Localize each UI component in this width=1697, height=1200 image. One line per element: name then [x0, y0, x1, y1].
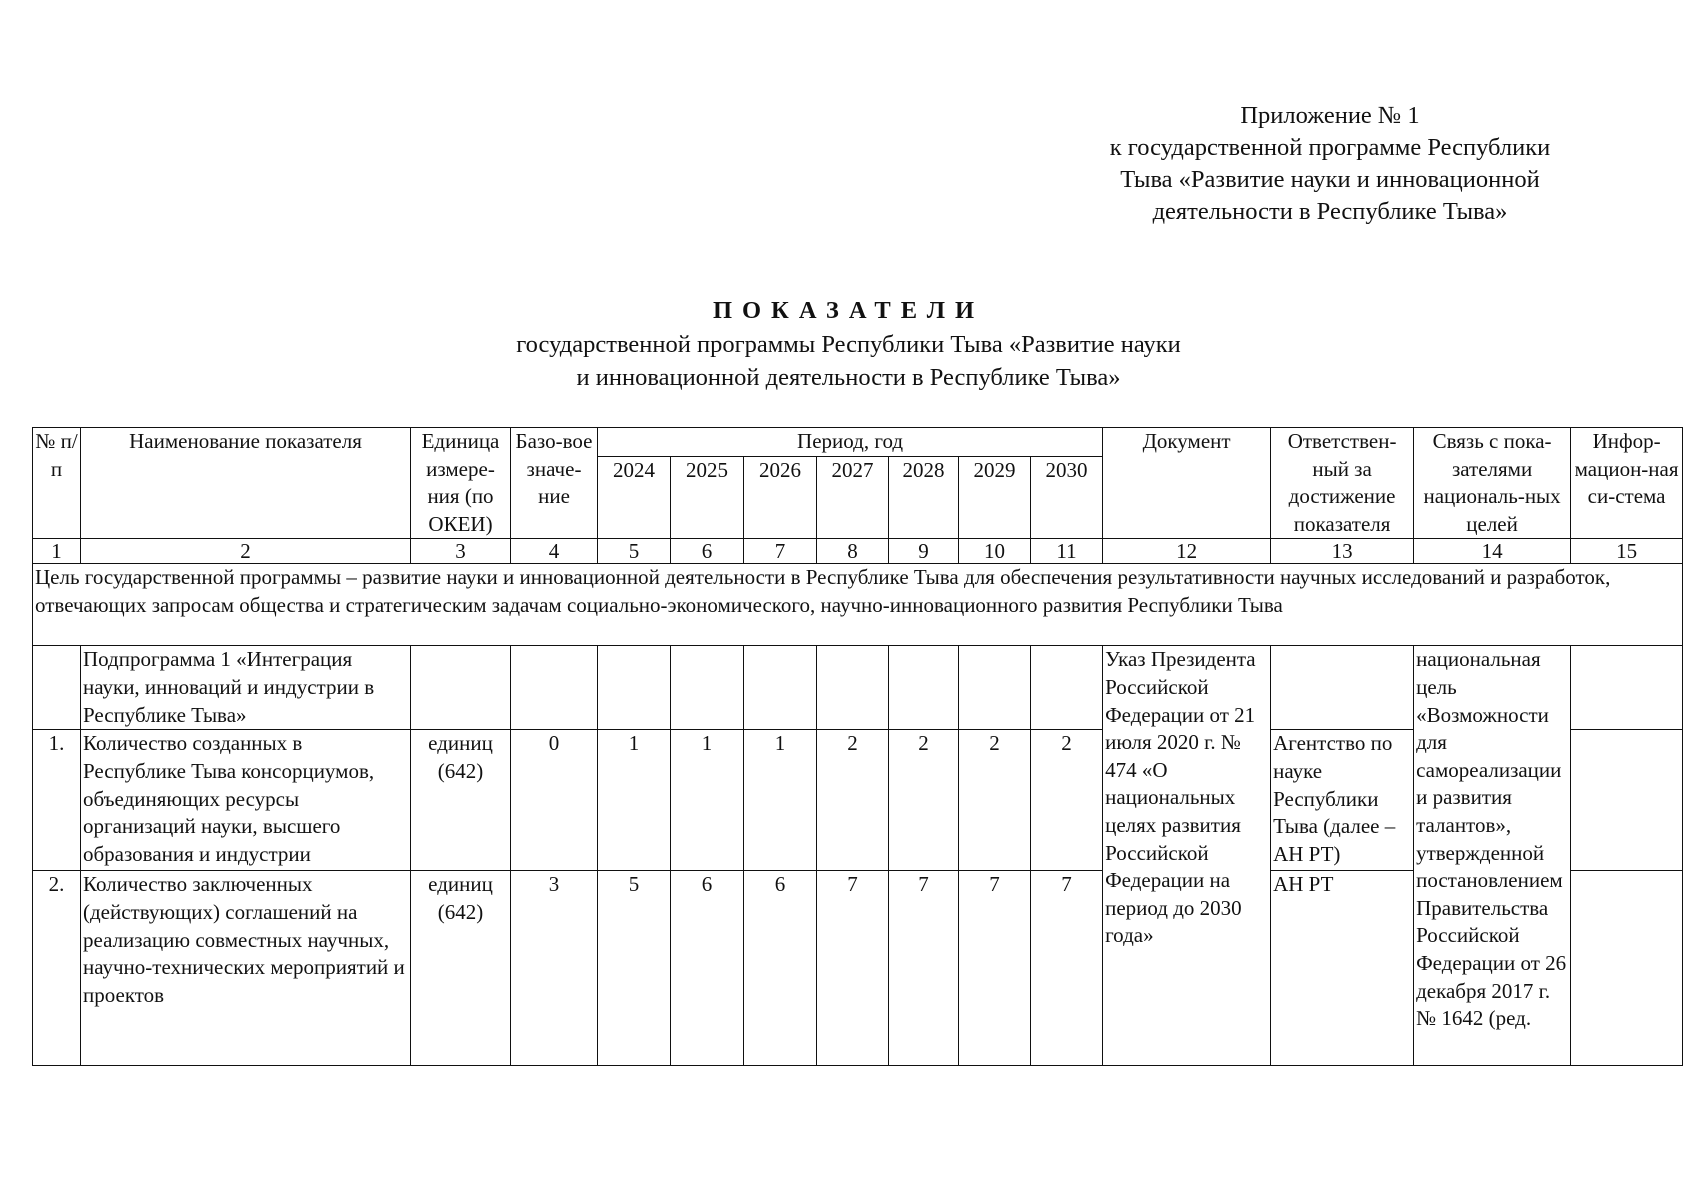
row-value: 7	[959, 871, 1031, 1066]
header-link: Связь с пока-зателями националь-ных целей	[1414, 428, 1571, 539]
row-value: 1	[671, 730, 744, 871]
empty-cell	[744, 646, 817, 730]
row-base: 0	[511, 730, 598, 871]
column-number: 13	[1271, 539, 1414, 564]
header-year: 2026	[744, 456, 817, 539]
empty-cell	[411, 646, 511, 730]
empty-cell	[889, 646, 959, 730]
header-base: Базо-вое значе-ние	[511, 428, 598, 539]
header-year: 2029	[959, 456, 1031, 539]
indicators-table	[32, 427, 1683, 1066]
row-base: 3	[511, 871, 598, 1066]
row-value: 2	[889, 730, 959, 871]
header-document: Документ	[1103, 428, 1271, 539]
empty-cell	[1031, 646, 1103, 730]
column-number: 14	[1414, 539, 1571, 564]
header-responsible: Ответствен-ный за достижение показателя	[1271, 428, 1414, 539]
empty-cell	[1571, 646, 1683, 730]
row-name: Количество заключенных (действующих) соглашений на реализацию совместных научных, научно-технических мероприятий и проектов	[81, 871, 411, 1066]
row-value: 1	[598, 730, 671, 871]
appendix-line: Тыва «Развитие науки и инновационной	[1120, 166, 1540, 193]
column-number: 11	[1031, 539, 1103, 564]
empty-cell	[598, 646, 671, 730]
empty-cell	[1271, 646, 1414, 730]
column-number: 15	[1571, 539, 1683, 564]
column-number: 8	[817, 539, 889, 564]
row-value: 2	[817, 730, 889, 871]
row-num: 1.	[33, 730, 81, 871]
header-name: Наименование показателя	[81, 428, 411, 539]
program-goal: Цель государственной программы – развитие науки и инновационной деятельности в Республике Тыва для обеспечения результативности научных исследований и разработок, отвечающих запросам общества и стратегическим задачам социально-экономического, научно-инновационного развития Республики Тыва	[33, 564, 1683, 646]
empty-cell	[1571, 871, 1683, 1066]
row-num: 2.	[33, 871, 81, 1066]
national-goal-link-cell: национальная цель «Возможности для самореализации и развития талантов», утвержденной постановлением Правительства Российской Федерации от 26 декабря 2017 г. № 1642 (ред.	[1414, 646, 1571, 1066]
subprogram-num	[33, 646, 81, 730]
header-unit: Единица измере-ния (по ОКЕИ)	[411, 428, 511, 539]
header-period: Период, год	[598, 428, 1103, 457]
header-year: 2028	[889, 456, 959, 539]
row-value: 1	[744, 730, 817, 871]
row-value: 7	[1031, 871, 1103, 1066]
row-name: Количество созданных в Республике Тыва консорциумов, объединяющих ресурсы организаций науки, высшего образования и индустрии	[81, 730, 411, 871]
empty-cell	[671, 646, 744, 730]
column-number: 12	[1103, 539, 1271, 564]
header-year: 2025	[671, 456, 744, 539]
empty-cell	[959, 646, 1031, 730]
appendix-line: к государственной программе Республики	[1109, 134, 1551, 161]
row-value: 6	[671, 871, 744, 1066]
appendix-line: Приложение № 1	[1240, 102, 1420, 129]
column-number: 6	[671, 539, 744, 564]
document-cell: Указ Президента Российской Федерации от 21 июля 2020 г. № 474 «О национальных целях развития Российской Федерации на период до 2030 года»	[1103, 646, 1271, 1066]
row-responsible: Агентство по науке Республики Тыва (далее – АН РТ)	[1271, 730, 1414, 871]
column-number: 9	[889, 539, 959, 564]
document-title	[0, 294, 1697, 394]
title-main: ПОКАЗАТЕЛИ	[712, 297, 985, 324]
title-sub: государственной программы Республики Тыва «Развитие науки	[516, 331, 1181, 358]
header-infosys: Инфор-мацион-ная си-стема	[1571, 428, 1683, 539]
empty-cell	[817, 646, 889, 730]
appendix-note	[1060, 100, 1600, 228]
row-value: 2	[959, 730, 1031, 871]
column-number: 7	[744, 539, 817, 564]
header-year: 2030	[1031, 456, 1103, 539]
column-number: 4	[511, 539, 598, 564]
row-unit: единиц (642)	[411, 871, 511, 1066]
column-number: 3	[411, 539, 511, 564]
row-unit: единиц (642)	[411, 730, 511, 871]
column-number: 5	[598, 539, 671, 564]
row-value: 5	[598, 871, 671, 1066]
row-value: 2	[1031, 730, 1103, 871]
title-sub: и инновационной деятельности в Республике Тыва»	[576, 364, 1121, 391]
header-num: № п/п	[33, 428, 81, 539]
subprogram-name: Подпрограмма 1 «Интеграция науки, инноваций и индустрии в Республике Тыва»	[81, 646, 411, 730]
empty-cell	[511, 646, 598, 730]
row-value: 6	[744, 871, 817, 1066]
header-year: 2027	[817, 456, 889, 539]
appendix-line: деятельности в Республике Тыва»	[1152, 198, 1508, 225]
column-number: 2	[81, 539, 411, 564]
column-number: 1	[33, 539, 81, 564]
header-year: 2024	[598, 456, 671, 539]
empty-cell	[1571, 730, 1683, 871]
row-value: 7	[817, 871, 889, 1066]
row-value: 7	[889, 871, 959, 1066]
row-responsible: АН РТ	[1271, 871, 1414, 1066]
column-number: 10	[959, 539, 1031, 564]
